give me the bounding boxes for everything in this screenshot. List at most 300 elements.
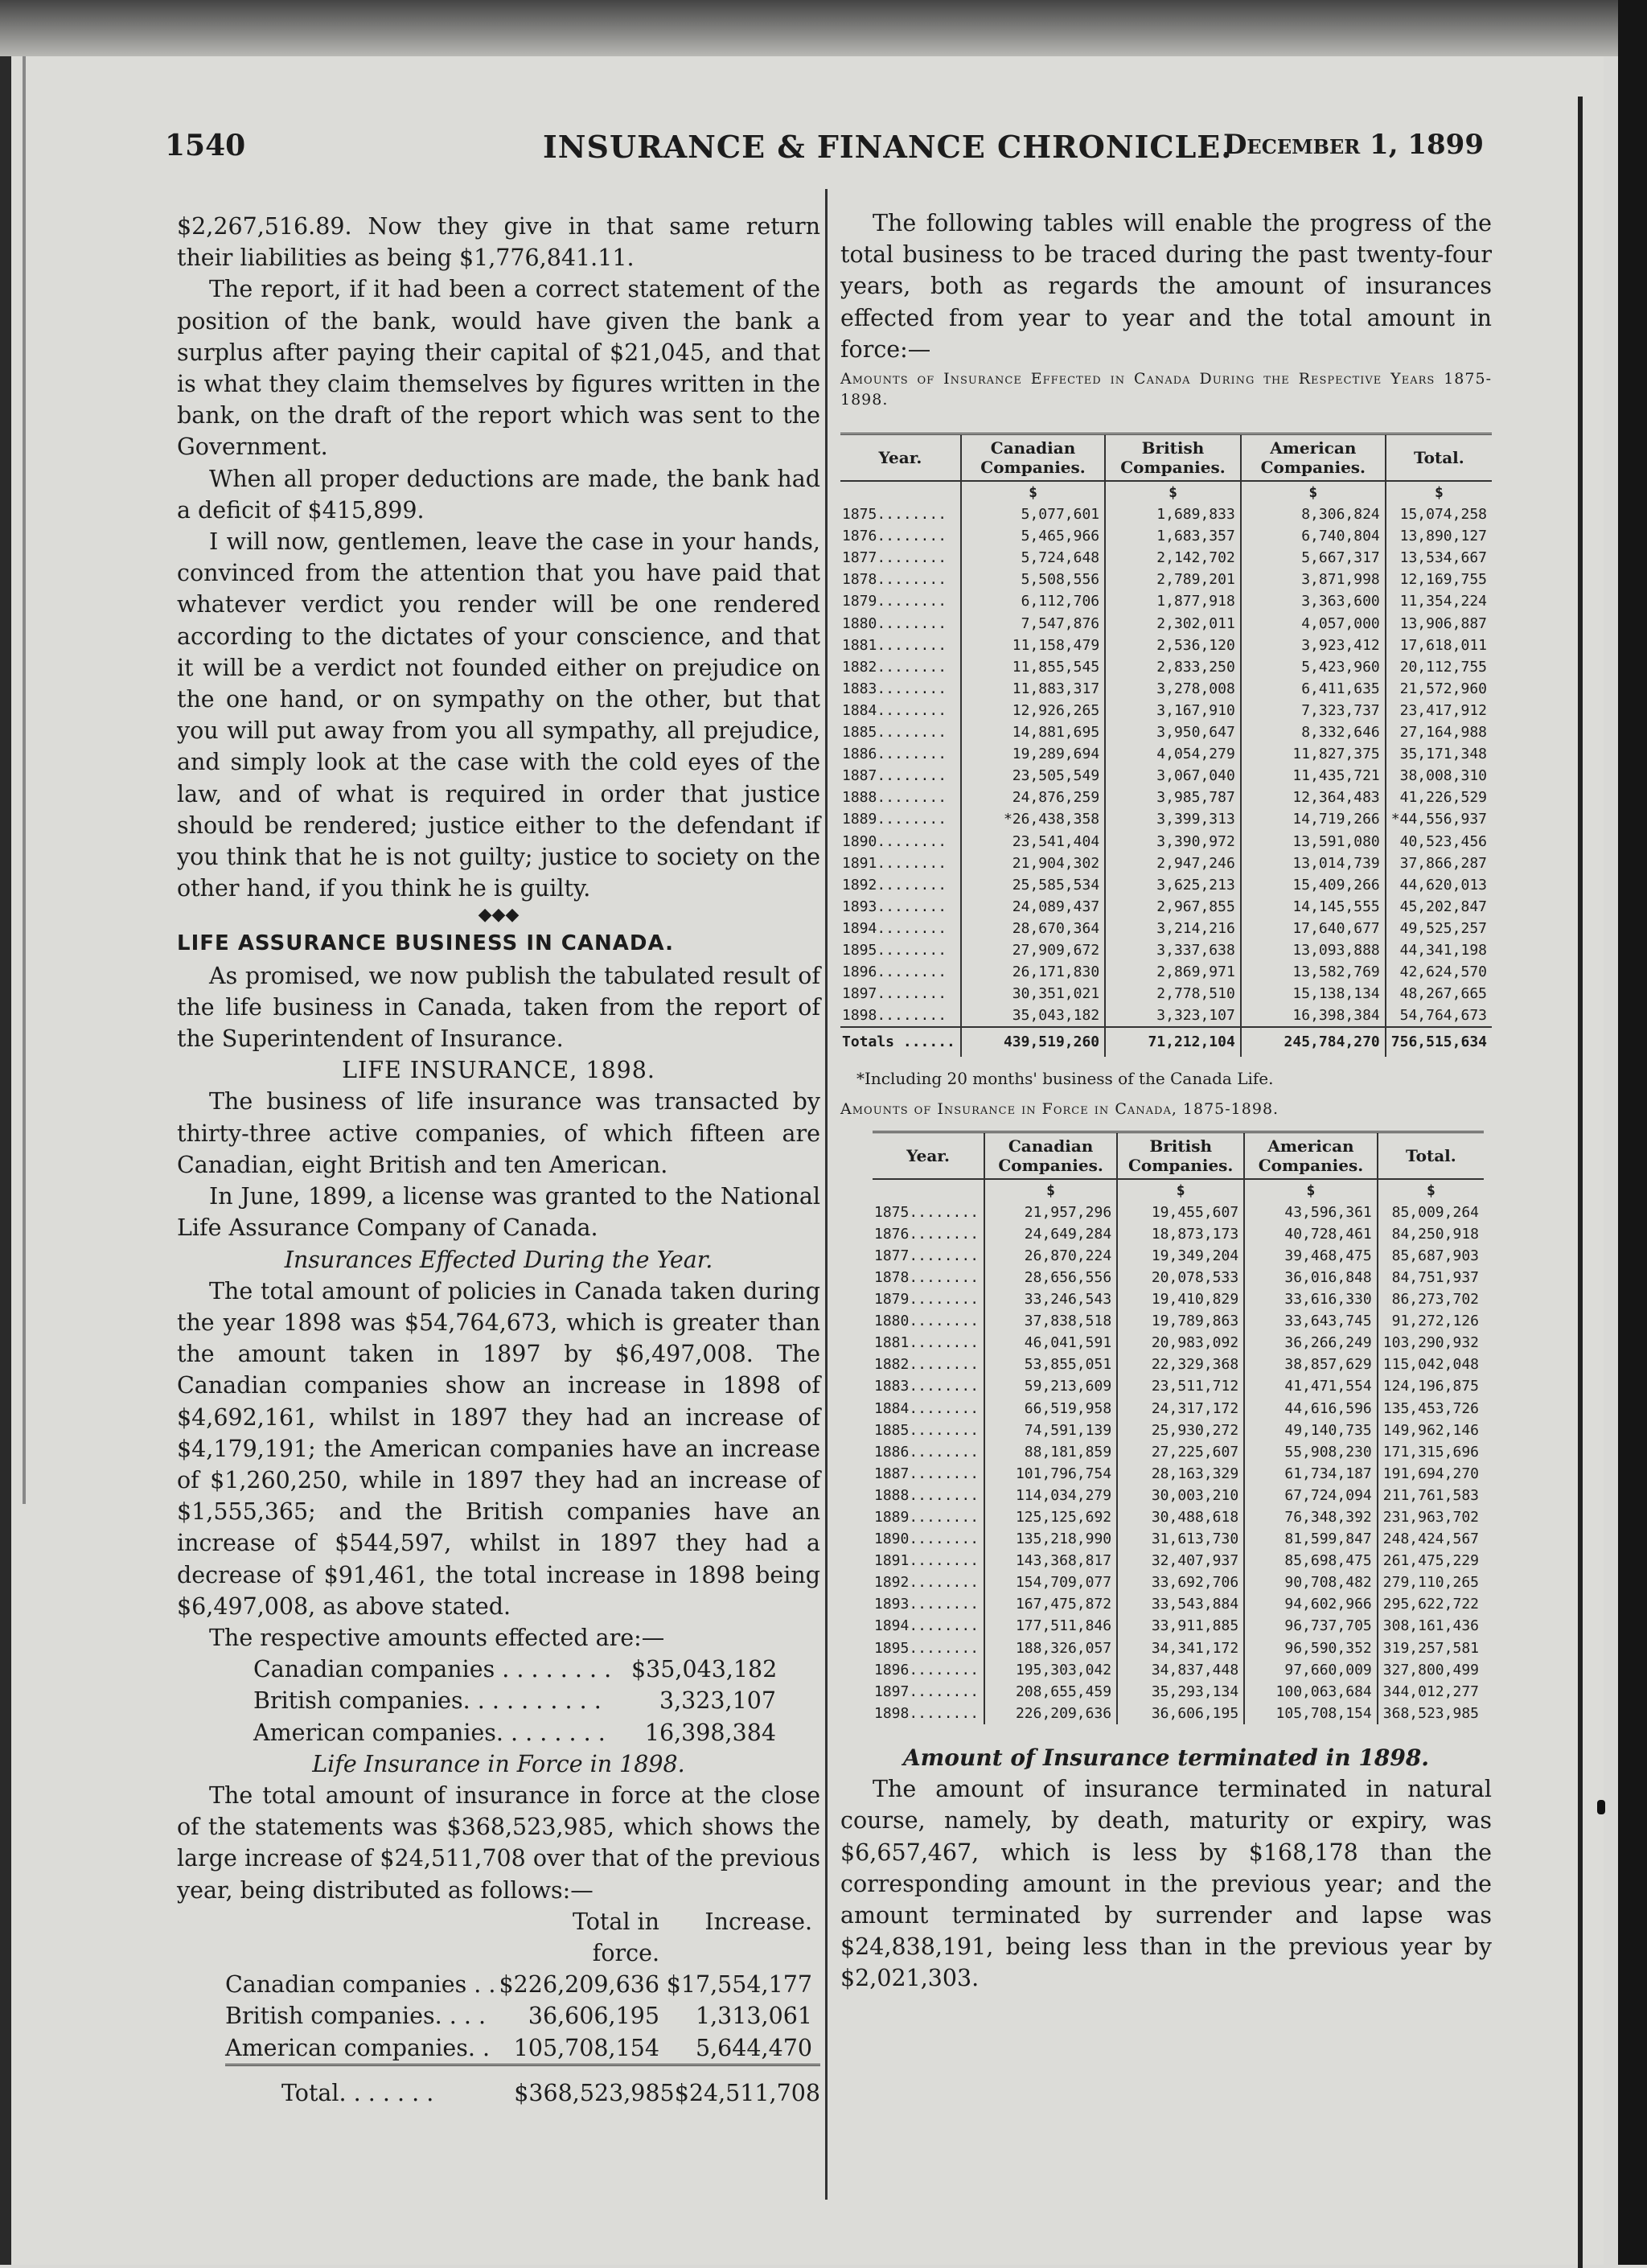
respective-amounts	[253, 1654, 820, 1748]
table-cell: 33,543,884	[1117, 1593, 1244, 1615]
table-row	[840, 569, 1492, 590]
table-cell: 1877........	[873, 1245, 984, 1267]
table-cell: $	[961, 481, 1105, 503]
table-cell: 45,202,847	[1399, 898, 1487, 915]
table-cell: 191,694,270	[1382, 1465, 1479, 1482]
table-cell: 34,837,448	[1117, 1659, 1244, 1681]
table-cell: 33,911,885	[1117, 1615, 1244, 1637]
table-cell: 35,043,182	[961, 1005, 1105, 1027]
table-cell: 31,613,730	[1117, 1528, 1244, 1550]
table-cell: 226,209,636	[984, 1703, 1117, 1724]
table-cell: 344,012,277	[1382, 1683, 1479, 1700]
table-cell: 188,326,057	[984, 1637, 1117, 1659]
table-cell: 1894........	[873, 1615, 984, 1637]
force-header: Total in force. Increase.	[572, 1908, 812, 1966]
table-cell: 59,213,609	[984, 1375, 1117, 1397]
table-cell: 1883........	[873, 1375, 984, 1397]
table-cell: 35,293,134	[1117, 1681, 1244, 1703]
table-cell: 23,417,912	[1399, 701, 1487, 719]
table-row	[840, 808, 1492, 830]
table-cell: 1876........	[840, 525, 961, 547]
table-cell: 143,368,817	[984, 1550, 1117, 1572]
table-wrap	[873, 1131, 1484, 1724]
paragraph: The business of life insurance was transacted by thirty-three active companies, of which fifteen are Canadian, eight British and ten American.	[177, 1088, 820, 1178]
table-cell: 1884........	[840, 700, 961, 721]
table-cell: 1888........	[873, 1485, 984, 1506]
total-row: Total. . . . . . . $368,523,985 $24,511,708	[281, 2079, 820, 2106]
paragraph: In June, 1899, a license was granted to the National Life Assurance Company of Canada.	[177, 1183, 820, 1242]
table-cell: 40,523,456	[1399, 832, 1487, 850]
table-cell: 1889........	[873, 1506, 984, 1528]
table-cell: 19,789,863	[1117, 1310, 1244, 1332]
table-cell: 97,660,009	[1244, 1659, 1378, 1681]
table-cell: 38,008,310	[1399, 767, 1487, 785]
table-row: American companies. . 105,708,154 5,644,470	[225, 2032, 820, 2066]
list-item: American companies. . . . . . . . 16,398,384	[253, 1719, 776, 1746]
currency-row	[873, 1179, 1484, 1202]
margin-rule	[23, 56, 26, 1504]
table-cell: 74,591,139	[984, 1420, 1117, 1441]
table-cell: 2,947,246	[1105, 853, 1241, 874]
table-cell: 2,869,971	[1105, 961, 1241, 983]
table-cell: 96,590,352	[1244, 1637, 1378, 1659]
table-cell: 1890........	[840, 831, 961, 853]
table-header-row	[840, 435, 1492, 481]
table-cell: 12,926,265	[961, 700, 1105, 721]
table-cell: 1892........	[840, 874, 961, 896]
table-cell: 171,315,696	[1382, 1443, 1479, 1461]
table-cell: 1897........	[873, 1681, 984, 1703]
table-cell: 39,468,475	[1244, 1245, 1378, 1267]
table-cell: 15,138,134	[1241, 983, 1386, 1005]
table-row	[840, 939, 1492, 961]
table-cell: 96,737,705	[1244, 1615, 1378, 1637]
table-cell: 5,667,317	[1241, 547, 1386, 569]
table-cell: 41,226,529	[1399, 789, 1487, 807]
table-cell: 3,985,787	[1105, 787, 1241, 808]
table-cell: 1876........	[873, 1223, 984, 1245]
subheading: Life Insurance in Force in 1898.	[312, 1750, 685, 1777]
table-cell: 14,719,266	[1241, 808, 1386, 830]
table-row	[840, 503, 1492, 525]
table-row	[840, 613, 1492, 635]
table-row	[873, 1288, 1484, 1310]
table-cell: 43,596,361	[1244, 1202, 1378, 1223]
table-cell: 40,728,461	[1244, 1223, 1378, 1245]
table-row	[840, 853, 1492, 874]
table-cell: 36,266,249	[1244, 1332, 1378, 1354]
table-cell: 24,317,172	[1117, 1398, 1244, 1420]
table-cell: 1,683,357	[1105, 525, 1241, 547]
table-cell: 4,057,000	[1241, 613, 1386, 635]
table-cell: 308,161,436	[1382, 1617, 1479, 1635]
table-cell: 1891........	[840, 853, 961, 874]
table-cell: 30,488,618	[1117, 1506, 1244, 1528]
table-cell: $	[1241, 481, 1386, 503]
table-cell: 1891........	[873, 1550, 984, 1572]
table-cell: 20,078,533	[1117, 1267, 1244, 1288]
table-cell: 3,067,040	[1105, 765, 1241, 787]
table-cell: 14,881,695	[961, 721, 1105, 743]
footnote: *Including 20 months' business of the Canada Life.	[856, 1069, 1274, 1089]
table-cell: 11,855,545	[961, 656, 1105, 678]
table-cell: 756,515,634	[1386, 1027, 1492, 1057]
table-row	[840, 765, 1492, 787]
list-item: Canadian companies . . . . . . . . $35,043,182	[253, 1656, 778, 1683]
table-cell: 1895........	[873, 1637, 984, 1659]
table-cell: 100,063,684	[1244, 1681, 1378, 1703]
table-cell: 1881........	[873, 1332, 984, 1354]
page-number: 1540	[165, 129, 246, 162]
paragraph: The total amount of policies in Canada taken during the year 1898 was $54,764,673, which is greater than the amount taken in 1897 by $6,497,008. The Canadian companies show an increase in 1898 of $4,692,161, whilst in 1897 they had an increase of $4,179,191; the American companies have an increase of $1,260,250, while in 1897 they had an increase of $1,555,365; and the British companies have an increase of $544,597, whilst in 1897 they had a decrease of $91,461, the total increase in 1898 being $6,497,008, as above stated.	[177, 1277, 820, 1620]
insurance-effected-table	[840, 435, 1492, 1057]
table-cell: 1875........	[840, 503, 961, 525]
table-row	[873, 1506, 1484, 1528]
table-row	[873, 1615, 1484, 1637]
table-cell: 13,014,739	[1241, 853, 1386, 874]
table-cell: 33,643,745	[1244, 1310, 1378, 1332]
table-cell: 15,409,266	[1241, 874, 1386, 896]
table-cell: 245,784,270	[1241, 1027, 1386, 1057]
table-row	[873, 1267, 1484, 1288]
table-cell: 1886........	[873, 1441, 984, 1463]
table-cell: $	[984, 1179, 1117, 1202]
table-cell: Totals ......	[840, 1027, 961, 1057]
table-row	[840, 678, 1492, 700]
scan-edge-left	[0, 0, 11, 2265]
subheading: LIFE INSURANCE, 1898.	[342, 1057, 655, 1084]
subheading: Amount of Insurance terminated in 1898.	[902, 1744, 1430, 1771]
table-row	[873, 1310, 1484, 1332]
table-cell	[873, 1179, 984, 1202]
table-row: Canadian companies . . $226,209,636 $17,554,177	[225, 1971, 812, 1999]
table-cell: 2,302,011	[1105, 613, 1241, 635]
column-header: Year.	[840, 435, 961, 481]
table-cell: 3,923,412	[1241, 635, 1386, 656]
table-cell: 1885........	[840, 721, 961, 743]
table-row	[840, 896, 1492, 918]
table-cell: 19,349,204	[1117, 1245, 1244, 1267]
table-row	[873, 1703, 1484, 1724]
paragraph: The amount of insurance terminated in natural course, namely, by death, maturity or expiry, was $6,657,467, which is less by $168,178 than the corresponding amount in the previous year; and the amount terminated by surrender and lapse was $24,838,191, being less than in the previous year by $2,021,303.	[840, 1776, 1492, 1992]
table-row	[840, 983, 1492, 1005]
table-cell: $	[1426, 1181, 1435, 1199]
table-row	[840, 635, 1492, 656]
table-cell: 71,212,104	[1105, 1027, 1241, 1057]
table-cell: 94,602,966	[1244, 1593, 1378, 1615]
table-cell: 1,689,833	[1105, 503, 1241, 525]
table-row	[840, 547, 1492, 569]
table-cell	[840, 481, 961, 503]
table-cell: 85,687,903	[1391, 1247, 1479, 1264]
table-cell: 12,364,483	[1241, 787, 1386, 808]
table-row	[873, 1550, 1484, 1572]
section-title: LIFE ASSURANCE BUSINESS IN CANADA.	[177, 931, 674, 956]
page-header	[165, 129, 1484, 177]
table-row	[873, 1420, 1484, 1441]
table-cell: 2,789,201	[1105, 569, 1241, 590]
table-cell: 208,655,459	[984, 1681, 1117, 1703]
table-cell: 167,475,872	[984, 1593, 1117, 1615]
list-item: British companies. . . . . . . . . . 3,323,107	[253, 1687, 776, 1715]
table-cell: 21,572,960	[1399, 680, 1487, 697]
force-table	[225, 1906, 820, 2109]
table-cell: 27,909,672	[961, 939, 1105, 961]
table-cell: 368,523,985	[1382, 1704, 1479, 1722]
table-cell: 28,163,329	[1117, 1463, 1244, 1485]
table-cell: 177,511,846	[984, 1615, 1117, 1637]
column-header: American Companies.	[1241, 435, 1386, 481]
journal-title: INSURANCE & FINANCE CHRONICLE.	[543, 129, 1233, 165]
table-cell: 211,761,583	[1382, 1486, 1479, 1504]
table-cell: 53,855,051	[984, 1354, 1117, 1375]
table-cell: 11,158,479	[961, 635, 1105, 656]
table-cell: $	[1105, 481, 1241, 503]
table-cell: 105,708,154	[1244, 1703, 1378, 1724]
table-cell: 125,125,692	[984, 1506, 1117, 1528]
table-cell: 91,272,126	[1391, 1313, 1479, 1330]
table-cell: 1892........	[873, 1572, 984, 1593]
table-row	[840, 787, 1492, 808]
table-row	[840, 831, 1492, 853]
table-cell: $	[1434, 484, 1444, 502]
table-cell: 3,950,647	[1105, 721, 1241, 743]
table-cell: 66,519,958	[984, 1398, 1117, 1420]
table-cell: 42,624,570	[1399, 963, 1487, 981]
table-cell: 33,692,706	[1117, 1572, 1244, 1593]
table-cell: 1896........	[840, 961, 961, 983]
table-cell: 149,962,146	[1382, 1421, 1479, 1439]
table-cell: 1879........	[873, 1288, 984, 1310]
table-cell: 1896........	[873, 1659, 984, 1681]
table-cell: 135,453,726	[1382, 1399, 1479, 1417]
column-header: Total.	[1378, 1133, 1484, 1179]
table-cell: 13,534,667	[1399, 549, 1487, 567]
table-cell: 1881........	[840, 635, 961, 656]
table-cell: 26,171,830	[961, 961, 1105, 983]
table-row	[873, 1681, 1484, 1703]
table-cell: 20,112,755	[1399, 658, 1487, 676]
table-cell: 327,800,499	[1382, 1661, 1479, 1678]
column-header: Canadian Companies.	[984, 1133, 1117, 1179]
table-cell: 8,332,646	[1241, 721, 1386, 743]
table-cell: 26,870,224	[984, 1245, 1117, 1267]
table-cell: 295,622,722	[1382, 1596, 1479, 1613]
table-cell: 6,112,706	[961, 590, 1105, 612]
table-cell: 2,833,250	[1105, 656, 1241, 678]
table-cell: 23,511,712	[1117, 1375, 1244, 1397]
table-cell: 33,616,330	[1244, 1288, 1378, 1310]
table-cell: 28,656,556	[984, 1267, 1117, 1288]
table-cell: 17,618,011	[1399, 636, 1487, 654]
table-cell: 21,957,296	[984, 1202, 1117, 1223]
table-row	[873, 1441, 1484, 1463]
left-column	[177, 211, 820, 2109]
table-cell: 84,751,937	[1391, 1268, 1479, 1286]
paragraph: I will now, gentlemen, leave the case in your hands, convinced from the attention that you have paid that whatever verdict you render will be one rendered according to the dictates of your conscience, and that it will be a verdict not founded either on prejudice on the one hand, or on sympathy on the other, but that you will put away from you all sympathy, all prejudice, and simply look at the case with the cold eyes of the law, and of what is required in order that justice should be rendered; justice either to the defendant if you think that he is not guilty; justice to society on the other hand, if you think he is guilty.	[177, 528, 820, 902]
table-cell: 36,606,195	[1117, 1703, 1244, 1724]
table-caption: Amounts of Insurance in Force in Canada, 1875-1898.	[840, 1099, 1279, 1118]
totals-row	[840, 1027, 1492, 1057]
table-row	[873, 1398, 1484, 1420]
table-cell: 103,290,932	[1382, 1334, 1479, 1352]
table-cell: 24,649,284	[984, 1223, 1117, 1245]
subheading: Insurances Effected During the Year.	[284, 1246, 713, 1273]
table-cell: 11,354,224	[1399, 593, 1487, 610]
table-cell: 8,306,824	[1241, 503, 1386, 525]
table-cell: 33,246,543	[984, 1288, 1117, 1310]
table-cell: 46,041,591	[984, 1332, 1117, 1354]
column-header: American Companies.	[1244, 1133, 1378, 1179]
table-cell: 1879........	[840, 590, 961, 612]
table-cell: 30,003,210	[1117, 1485, 1244, 1506]
table-cell: 88,181,859	[984, 1441, 1117, 1463]
insurance-in-force-table	[873, 1133, 1484, 1724]
table-cell: 3,337,638	[1105, 939, 1241, 961]
table-cell: 1888........	[840, 787, 961, 808]
table-cell: 1880........	[873, 1310, 984, 1332]
table-cell: 2,778,510	[1105, 983, 1241, 1005]
table-cell: 14,145,555	[1241, 896, 1386, 918]
table-cell: 5,508,556	[961, 569, 1105, 590]
table-cell: 13,906,887	[1399, 614, 1487, 632]
table-cell: 1895........	[840, 939, 961, 961]
table-cell: 23,541,404	[961, 831, 1105, 853]
table-cell: 49,140,735	[1244, 1420, 1378, 1441]
table-cell: 36,016,848	[1244, 1267, 1378, 1288]
table-cell: 1890........	[873, 1528, 984, 1550]
table-cell: 439,519,260	[961, 1027, 1105, 1057]
table-cell: 13,582,769	[1241, 961, 1386, 983]
table-cell: 3,278,008	[1105, 678, 1241, 700]
column-header: British Companies.	[1105, 435, 1241, 481]
table-cell: $	[1117, 1179, 1244, 1202]
table-cell: 11,827,375	[1241, 743, 1386, 765]
paragraph: The following tables will enable the progress of the total business to be traced during the past twenty-four years, both as regards the amount of insurances effected from year to year and the total amount in force:—	[840, 210, 1492, 363]
table-cell: 3,399,313	[1105, 808, 1241, 830]
table-cell: 20,983,092	[1117, 1332, 1244, 1354]
table-row	[873, 1223, 1484, 1245]
table-cell: 85,009,264	[1391, 1203, 1479, 1221]
table-cell: 154,709,077	[984, 1572, 1117, 1593]
table-cell: 41,471,554	[1244, 1375, 1378, 1397]
table-cell: 1897........	[840, 983, 961, 1005]
right-column	[840, 207, 1492, 1995]
table-cell: 19,455,607	[1117, 1202, 1244, 1223]
table-cell: 1883........	[840, 678, 961, 700]
column-header: British Companies.	[1117, 1133, 1244, 1179]
table-cell: 3,363,600	[1241, 590, 1386, 612]
table-cell: 261,475,229	[1382, 1552, 1479, 1570]
table-cell: 24,876,259	[961, 787, 1105, 808]
table-cell: 54,764,673	[1399, 1007, 1487, 1025]
table-cell: 19,410,829	[1117, 1288, 1244, 1310]
table-cell: 1884........	[873, 1398, 984, 1420]
table-row	[840, 1005, 1492, 1027]
table-cell: 24,089,437	[961, 896, 1105, 918]
table-cell: 1898........	[873, 1703, 984, 1724]
table-cell: 13,093,888	[1241, 939, 1386, 961]
table-cell: 1878........	[840, 569, 961, 590]
table-cell: 319,257,581	[1382, 1639, 1479, 1657]
table-cell: 1875........	[873, 1202, 984, 1223]
table-cell: 1889........	[840, 808, 961, 830]
table-cell: 1885........	[873, 1420, 984, 1441]
table-row	[840, 590, 1492, 612]
paragraph: When all proper deductions are made, the bank had a deficit of $415,899.	[177, 465, 820, 524]
table-cell: 1882........	[873, 1354, 984, 1375]
binding-rule	[1578, 97, 1583, 2268]
table-row	[873, 1202, 1484, 1223]
table-cell: 32,407,937	[1117, 1550, 1244, 1572]
table-cell: 35,171,348	[1399, 746, 1487, 763]
table-cell: 7,547,876	[961, 613, 1105, 635]
table-cell: 1880........	[840, 613, 961, 635]
table-row	[873, 1485, 1484, 1506]
table-row	[840, 656, 1492, 678]
table-cell: 84,250,918	[1391, 1225, 1479, 1243]
table-cell: 22,329,368	[1117, 1354, 1244, 1375]
table-cell: 34,341,172	[1117, 1637, 1244, 1659]
table-cell: 16,398,384	[1241, 1005, 1386, 1027]
table-cell: 7,323,737	[1241, 700, 1386, 721]
table-cell: 115,042,048	[1382, 1356, 1479, 1374]
table-cell: 1894........	[840, 918, 961, 939]
table-cell: 12,169,755	[1399, 571, 1487, 589]
table-row	[873, 1659, 1484, 1681]
table-cell: 5,724,648	[961, 547, 1105, 569]
table-cell: 37,838,518	[984, 1310, 1117, 1332]
scan-edge-top	[0, 0, 1647, 56]
table-cell: 3,871,998	[1241, 569, 1386, 590]
table-cell: 3,323,107	[1105, 1005, 1241, 1027]
table-cell: 1,877,918	[1105, 590, 1241, 612]
table-cell: 3,167,910	[1105, 700, 1241, 721]
margin-mark	[1597, 1800, 1605, 1814]
table-cell: 3,625,213	[1105, 874, 1241, 896]
table-row	[840, 743, 1492, 765]
table-cell: 6,411,635	[1241, 678, 1386, 700]
table-cell: 38,857,629	[1244, 1354, 1378, 1375]
table-cell: 44,620,013	[1399, 876, 1487, 894]
table-cell: 30,351,021	[961, 983, 1105, 1005]
table-cell: 195,303,042	[984, 1659, 1117, 1681]
column-header: Total.	[1386, 435, 1492, 481]
column-divider	[825, 189, 828, 2200]
table-cell: 19,289,694	[961, 743, 1105, 765]
table-cell: 90,708,482	[1244, 1572, 1378, 1593]
table-row	[873, 1528, 1484, 1550]
table-row	[840, 918, 1492, 939]
table-cell: 17,640,677	[1241, 918, 1386, 939]
table-cell: 1893........	[873, 1593, 984, 1615]
table-row	[840, 874, 1492, 896]
table-cell: 248,424,567	[1382, 1530, 1479, 1548]
paragraph: $2,267,516.89. Now they give in that same return their liabilities as being $1,776,841.11.	[177, 213, 820, 272]
table-row	[873, 1593, 1484, 1615]
table-cell: 25,930,272	[1117, 1420, 1244, 1441]
table-cell: 279,110,265	[1382, 1574, 1479, 1592]
table-cell: 13,890,127	[1399, 528, 1487, 545]
table-caption: Amounts of Insurance Effected in Canada During the Respective Years 1875-1898.	[840, 370, 1492, 409]
table-cell: 67,724,094	[1244, 1485, 1378, 1506]
table-cell: 6,740,804	[1241, 525, 1386, 547]
table-row: British companies. . . . 36,606,195 1,313,061	[225, 2003, 812, 2030]
table-row	[840, 700, 1492, 721]
table-cell: 15,074,258	[1399, 506, 1487, 524]
table-cell: 13,591,080	[1241, 831, 1386, 853]
currency-row	[840, 481, 1492, 503]
